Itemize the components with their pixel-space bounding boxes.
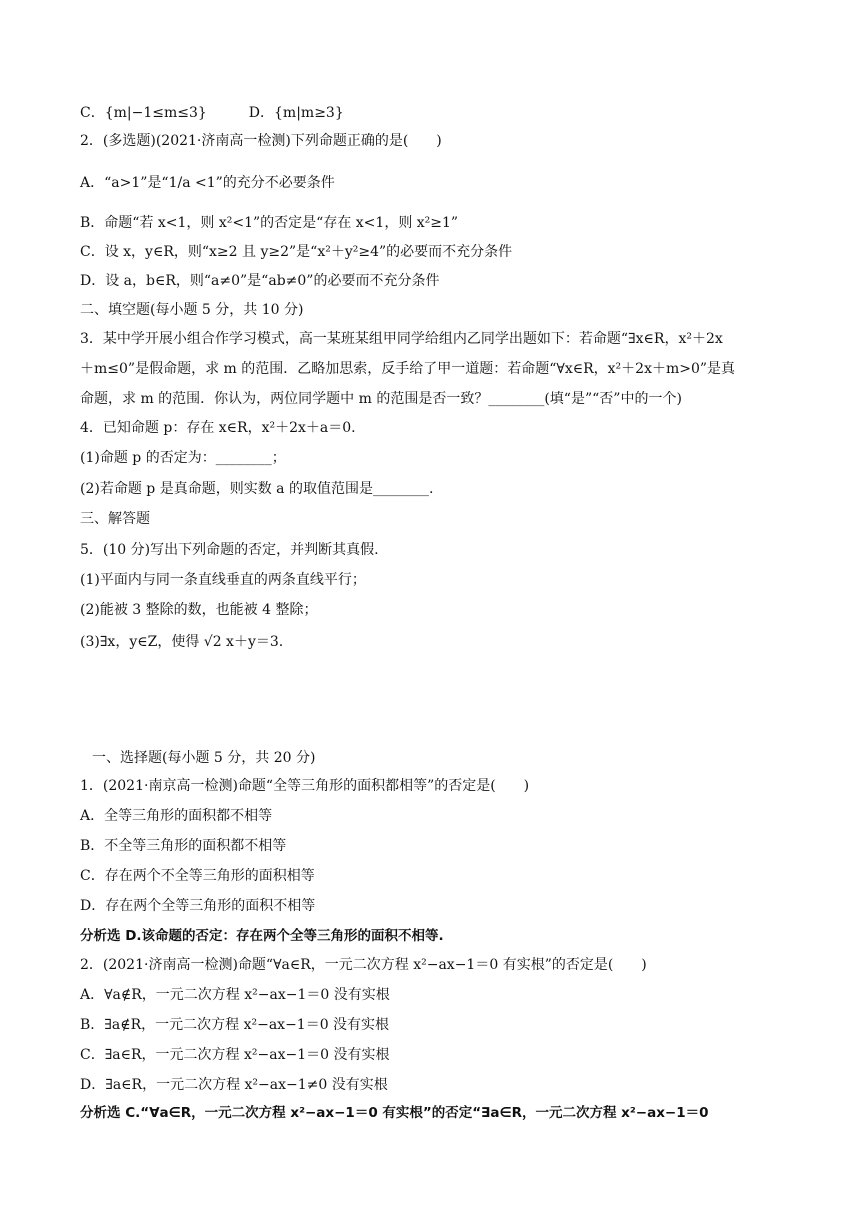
q5-part-1: (1)平面内与同一条直线垂直的两条直线平行；	[80, 572, 366, 588]
p2-q2-option-c: C．∃a∈R，一元二次方程 x²−ax−1＝0 没有实根	[80, 1047, 390, 1063]
q1-options-cd: C．{m|−1≤m≤3} D．{m|m≥3}	[80, 105, 344, 121]
p2-q2-analysis: 分析选 C.“∀a∈R，一元二次方程 x²−ax−1＝0 有实根”的否定“∃a∈R，一元二次方程 x²−ax−1＝0	[80, 1105, 709, 1121]
p2-q1-option-c: C．存在两个不全等三角形的面积相等	[80, 868, 315, 884]
section-fill-in-heading: 二、填空题(每小题 5 分，共 10 分)	[80, 302, 304, 318]
p2-q2-option-b: B．∃a∉R，一元二次方程 x²−ax−1＝0 没有实根	[80, 1017, 390, 1033]
q3-line-2: ＋m≤0”是假命题，求 m 的范围．乙略加思索，反手给了甲一道题：若命题“∀x∈R，x²＋2x＋m>0”是真	[80, 361, 736, 377]
q5-part-3: (3)∃x，y∈Z，使得 √2 x＋y＝3.	[80, 634, 284, 650]
p2-q1-option-b: B．不全等三角形的面积都不相等	[80, 838, 287, 854]
q4-part-1: (1)命题 p 的否定为：________；	[80, 450, 286, 466]
q5-stem: 5．(10 分)写出下列命题的否定，并判断其真假.	[80, 542, 379, 558]
q3-line-1: 3．某中学开展小组合作学习模式，高一某班某组甲同学给组内乙同学出题如下：若命题“∃x∈R，x²＋2x	[80, 331, 723, 347]
p2-q1-option-a: A．全等三角形的面积都不相等	[80, 808, 273, 824]
section-answer-heading: 三、解答题	[80, 511, 150, 527]
q2-option-c: C．设 x，y∈R，则“x≥2 且 y≥2”是“x²＋y²≥4”的必要而不充分条件	[80, 244, 513, 260]
p2-q2-option-d: D．∃a∈R，一元二次方程 x²−ax−1≠0 没有实根	[80, 1077, 388, 1093]
q4-part-2: (2)若命题 p 是真命题，则实数 a 的取值范围是________.	[80, 481, 434, 497]
section-choice-heading: 一、选择题(每小题 5 分，共 20 分)	[92, 750, 316, 766]
q5-part-2: (2)能被 3 整除的数，也能被 4 整除；	[80, 602, 318, 618]
q2-stem: 2．(多选题)(2021·济南高一检测)下列命题正确的是( )	[80, 133, 442, 149]
p2-q1-analysis: 分析选 D.该命题的否定：存在两个全等三角形的面积不相等.	[80, 928, 444, 944]
p2-q1-stem: 1．(2021·南京高一检测)命题“全等三角形的面积都相等”的否定是( )	[80, 778, 530, 794]
p2-q2-stem: 2．(2021·济南高一检测)命题“∀a∈R，一元二次方程 x²−ax−1＝0 有实根”的否定是( )	[80, 957, 647, 973]
p2-q2-option-a: A．∀a∉R，一元二次方程 x²−ax−1＝0 没有实根	[80, 987, 390, 1003]
q3-line-3: 命题，求 m 的范围．你认为，两位同学题中 m 的范围是否一致？________(填“是”“否”中的一个)	[80, 391, 682, 407]
p2-q1-option-d: D．存在两个全等三角形的面积不相等	[80, 898, 316, 914]
q4-stem: 4．已知命题 p：存在 x∈R，x²＋2x＋a＝0.	[80, 420, 356, 436]
q2-option-a: A．“a>1”是“1/a <1”的充分不必要条件	[80, 175, 335, 191]
q2-option-b: B．命题“若 x<1，则 x²<1”的否定是“存在 x<1，则 x²≥1”	[80, 215, 459, 231]
q2-option-d: D．设 a，b∈R，则“a≠0”是“ab≠0”的必要而不充分条件	[80, 273, 440, 289]
